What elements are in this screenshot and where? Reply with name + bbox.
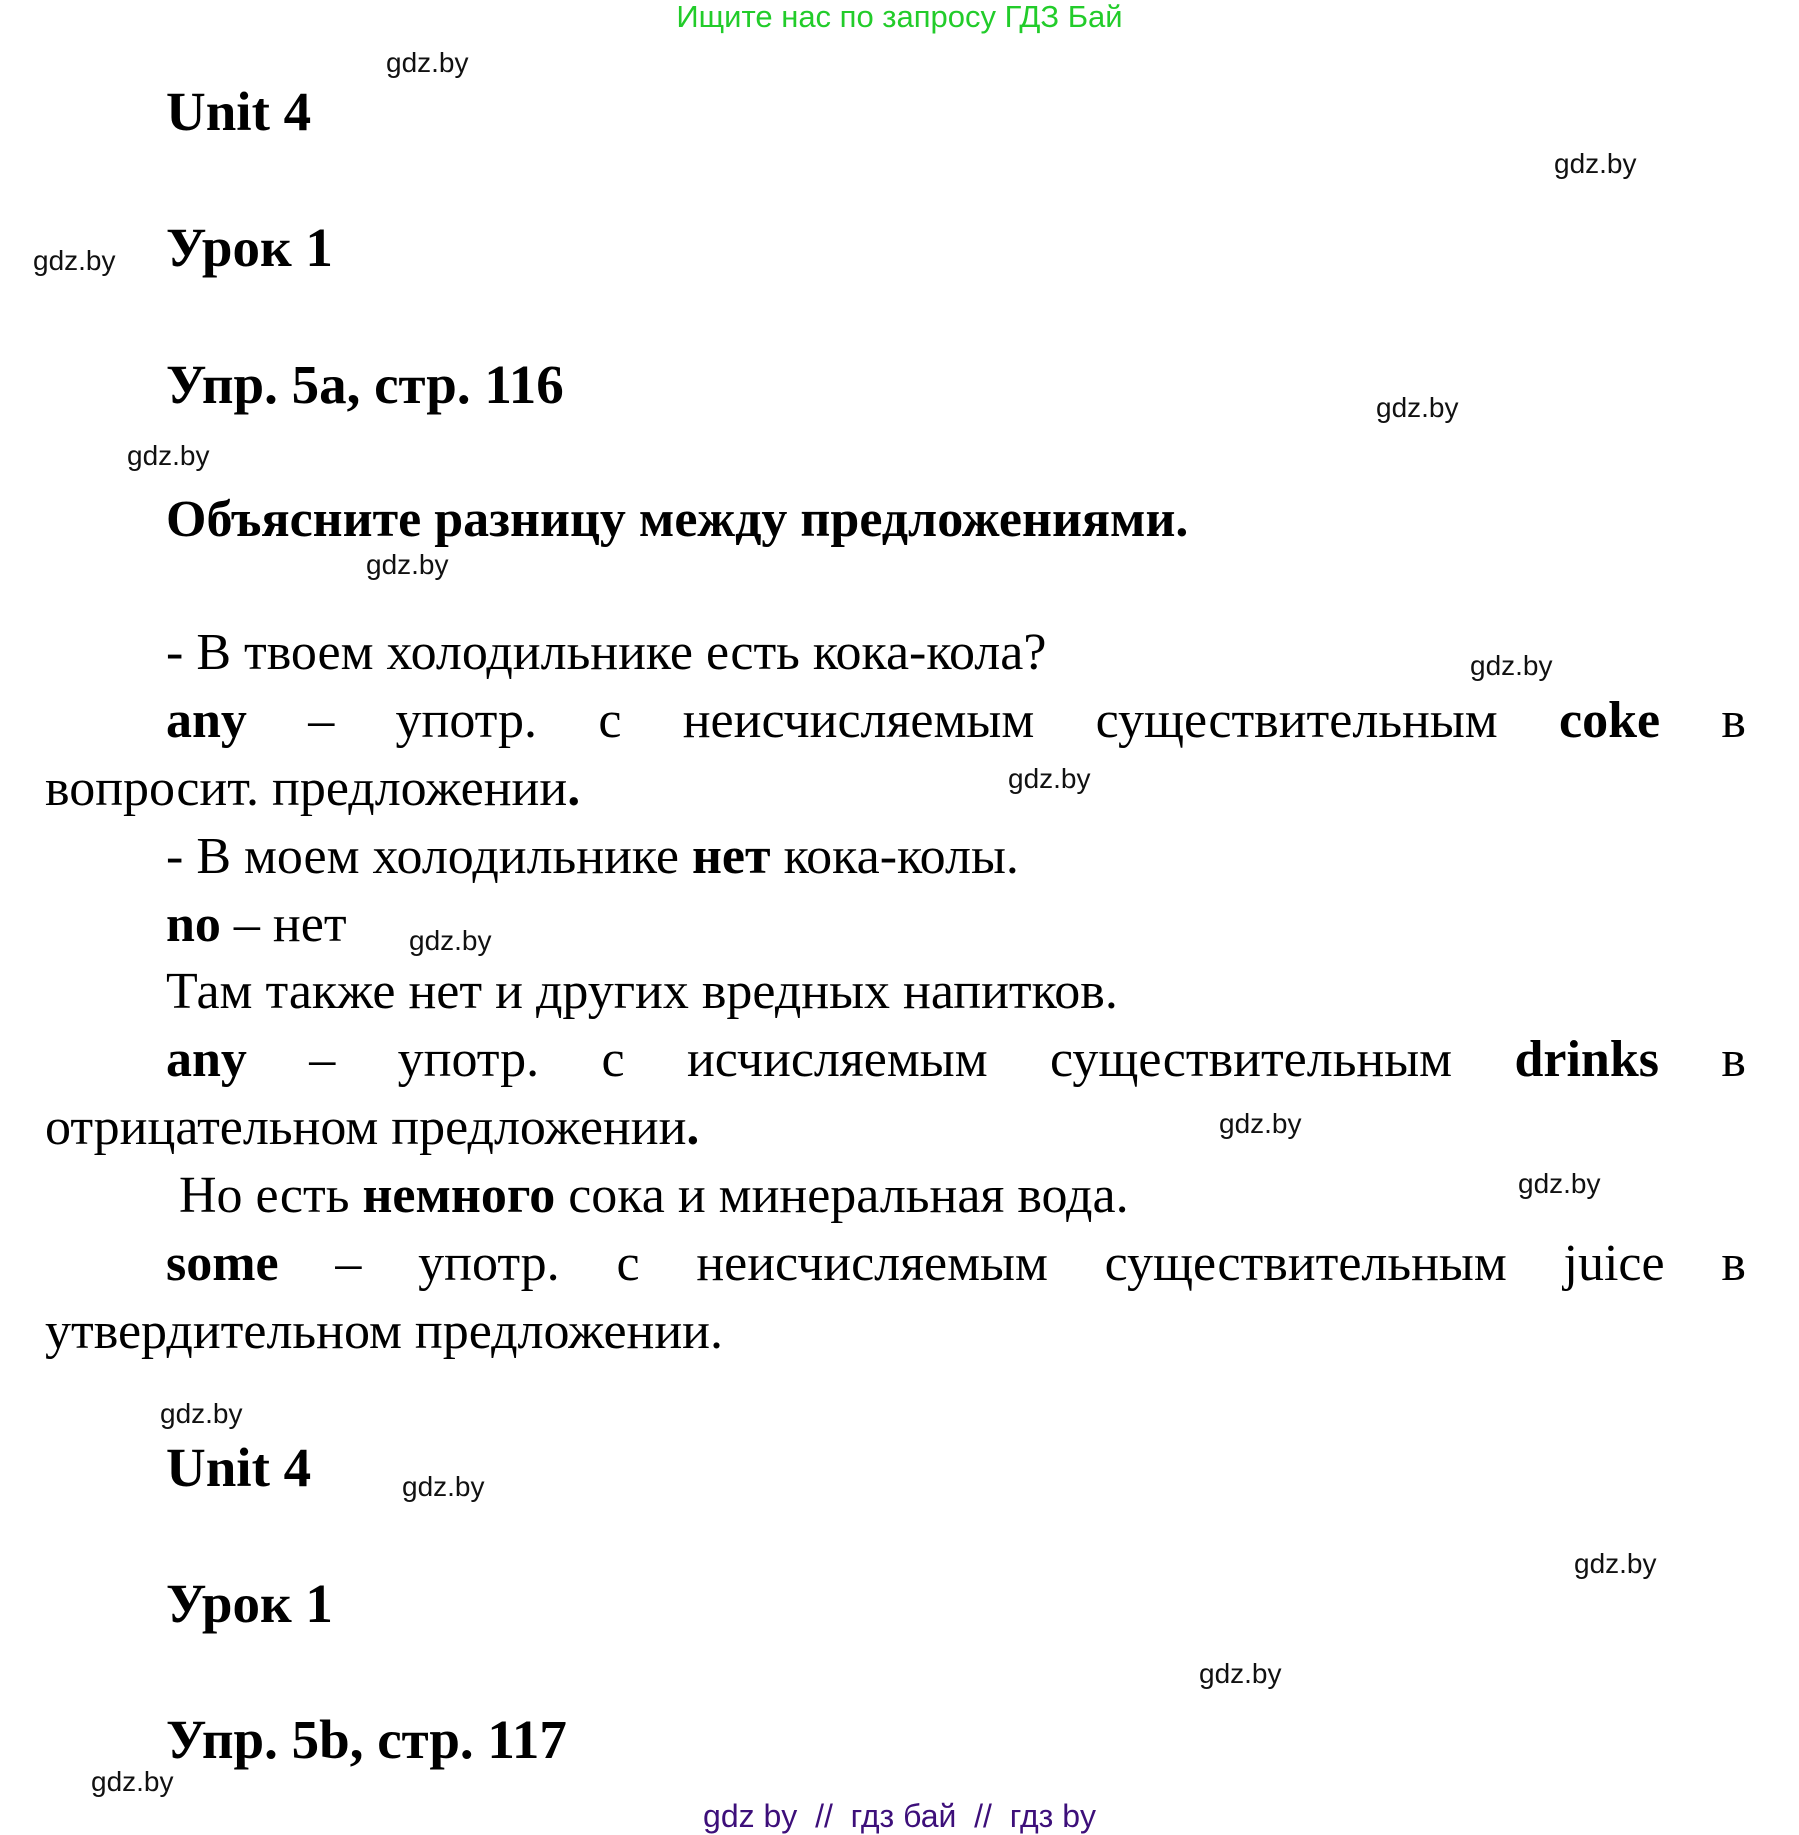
word: в	[1721, 1235, 1746, 1292]
watermark: gdz.by	[1470, 650, 1553, 681]
lesson-heading: Урок 1	[166, 217, 333, 278]
footer-links: gdz by // гдз бай // гдз by	[703, 1798, 1096, 1834]
text: отрицательном предложении	[45, 1099, 687, 1156]
keyword-net: нет	[691, 828, 771, 885]
task-heading: Объясните разницу между предложениями.	[166, 491, 1189, 548]
sentence-2	[166, 827, 1019, 887]
search-banner: Ищите нас по запросу ГДЗ Бай	[676, 0, 1123, 34]
explanation-any-coke-cont	[45, 759, 580, 819]
watermark: gdz.by	[1518, 1168, 1601, 1199]
watermark: gdz.by	[160, 1398, 243, 1429]
dash: –	[308, 692, 335, 749]
word: существительным	[1104, 1235, 1507, 1292]
watermark: gdz.by	[1376, 392, 1459, 423]
explanation-any-coke	[166, 691, 1746, 751]
text: - В моем холодильнике	[166, 828, 692, 885]
keyword-nemnogo: немного	[362, 1167, 556, 1224]
watermark: gdz.by	[33, 245, 116, 276]
watermark: gdz.by	[1199, 1658, 1282, 1689]
word: существительным	[1095, 692, 1498, 749]
word: исчисляемым	[686, 1031, 988, 1088]
period: .	[567, 760, 581, 817]
word: с	[616, 1235, 640, 1292]
word: неисчисляемым	[696, 1235, 1048, 1292]
text: сока и минеральная вода.	[555, 1167, 1129, 1224]
watermark: gdz.by	[402, 1471, 485, 1502]
watermark: gdz.by	[91, 1766, 174, 1797]
watermark: gdz.by	[366, 549, 449, 580]
lesson-heading-2: Урок 1	[166, 1573, 333, 1634]
exercise-heading-2: Упр. 5b, стр. 117	[166, 1709, 567, 1770]
word: с	[598, 692, 622, 749]
word: неисчисляемым	[682, 692, 1035, 749]
sentence-4	[166, 1166, 1129, 1226]
dash: –	[309, 1031, 336, 1088]
text: вопросит. предложении	[45, 760, 568, 817]
keyword-juice: juice	[1563, 1235, 1665, 1292]
word: употр.	[395, 692, 538, 749]
text: – нет	[220, 896, 347, 953]
text: Но есть	[166, 1167, 363, 1224]
exercise-heading: Упр. 5a, стр. 116	[166, 354, 564, 415]
keyword-any: any	[166, 692, 247, 749]
watermark: gdz.by	[1554, 148, 1637, 179]
keyword-no: no	[166, 896, 221, 953]
sentence-3: Там также нет и других вредных напитков.	[166, 963, 1118, 1020]
keyword-drinks: drinks	[1514, 1031, 1659, 1088]
watermark: gdz.by	[1219, 1108, 1302, 1139]
period: .	[686, 1099, 700, 1156]
unit-heading-2: Unit 4	[166, 1437, 312, 1498]
keyword-some: some	[166, 1235, 279, 1292]
watermark: gdz.by	[1008, 763, 1091, 794]
keyword-any: any	[166, 1031, 247, 1088]
sentence-1: - В твоем холодильнике есть кока-кола?	[166, 624, 1047, 681]
word: в	[1721, 1031, 1746, 1088]
watermark: gdz.by	[127, 440, 210, 471]
watermark: gdz.by	[1574, 1548, 1657, 1579]
explanation-any-drinks	[166, 1030, 1746, 1090]
word: употр.	[397, 1031, 540, 1088]
unit-heading: Unit 4	[166, 81, 312, 142]
explanation-any-drinks-cont	[45, 1098, 699, 1158]
explanation-some-juice-cont: утвердительном предложении.	[45, 1303, 724, 1360]
word: употр.	[418, 1235, 560, 1292]
explanation-no	[166, 895, 347, 955]
text: кока-колы.	[770, 828, 1019, 885]
watermark: gdz.by	[386, 47, 469, 78]
watermark: gdz.by	[409, 925, 492, 956]
word: с	[601, 1031, 625, 1088]
word: в	[1721, 692, 1746, 749]
dash: –	[335, 1235, 362, 1292]
keyword-coke: coke	[1559, 692, 1661, 749]
word: существительным	[1049, 1031, 1453, 1088]
explanation-some-juice	[166, 1234, 1746, 1294]
